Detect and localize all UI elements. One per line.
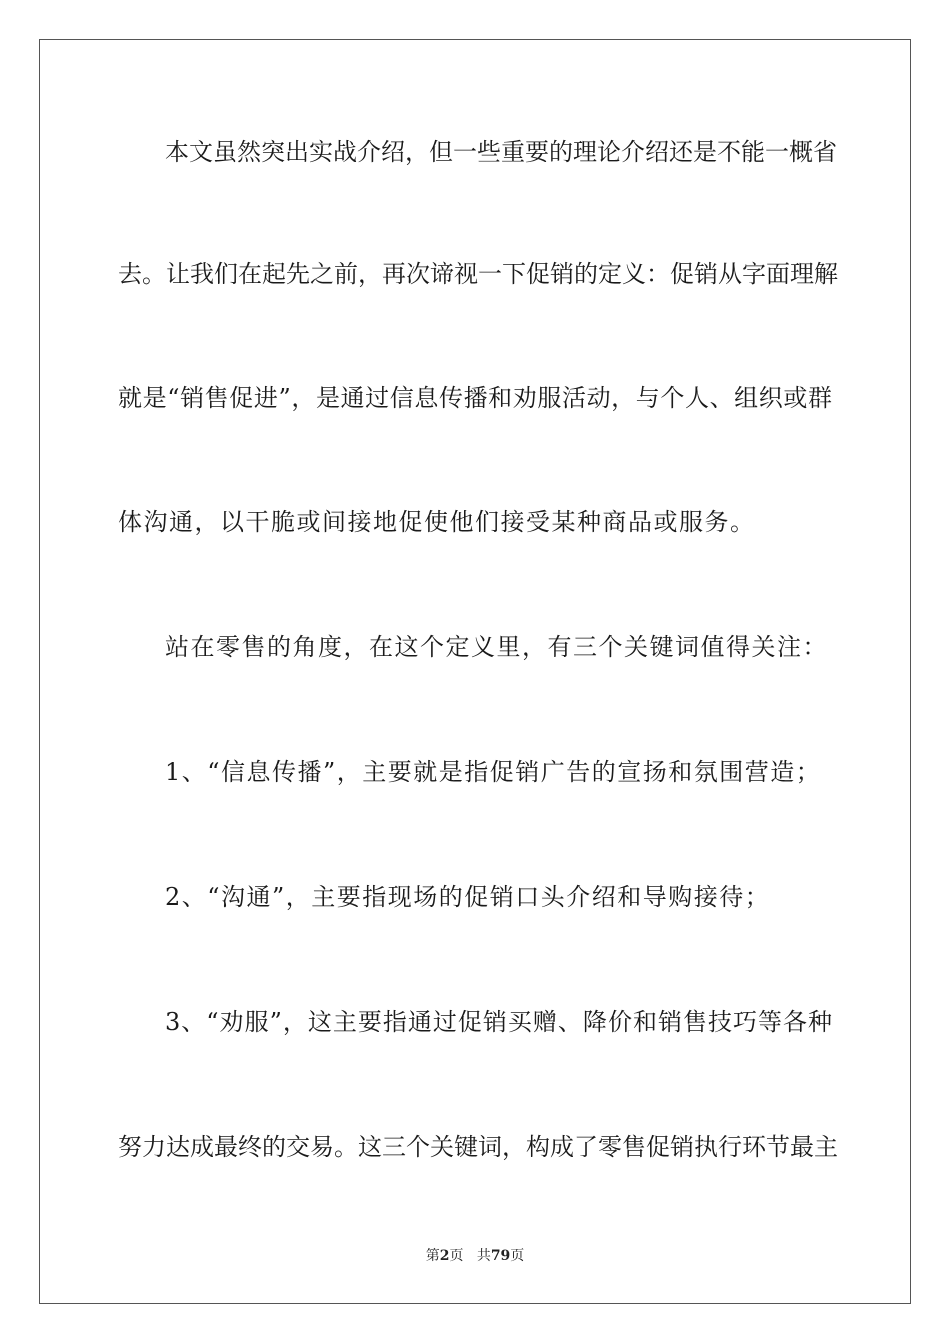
paragraph-line: 站在零售的角度，在这个定义里，有三个关键词值得关注： (165, 633, 828, 661)
total-suffix: 页 (510, 1248, 525, 1264)
paragraph-line: 努力达成最终的交易。这三个关键词，构成了零售促销执行环节最主 (118, 1133, 838, 1161)
paragraph-line: 本文虽然突出实战介绍，但一些重要的理论介绍还是不能一概省 (165, 138, 837, 166)
paragraph-line: 去。让我们在起先之前，再次谛视一下促销的定义：促销从字面理解 (118, 260, 838, 288)
list-item-line: 1、“信息传播”，主要就是指促销广告的宣扬和氛围营造； (165, 758, 822, 786)
page-suffix: 页 (449, 1248, 464, 1264)
list-item-line: 3、“劝服”，这主要指通过促销买赠、降价和销售技巧等各种 (165, 1008, 832, 1036)
list-item-line: 2、“沟通”，主要指现场的促销口头介绍和导购接待； (165, 883, 771, 911)
paragraph-line: 就是“销售促进”，是通过信息传播和劝服活动，与个人、组织或群 (118, 384, 832, 412)
total-pages: 79 (490, 1248, 511, 1264)
page-number: 2 (439, 1248, 450, 1264)
paragraph-line: 体沟通，以干脆或间接地促使他们接受某种商品或服务。 (118, 508, 756, 536)
page-prefix: 第 (425, 1248, 440, 1264)
page-footer (0, 1247, 950, 1265)
total-prefix: 共 (476, 1248, 491, 1264)
page-border (39, 39, 911, 1304)
